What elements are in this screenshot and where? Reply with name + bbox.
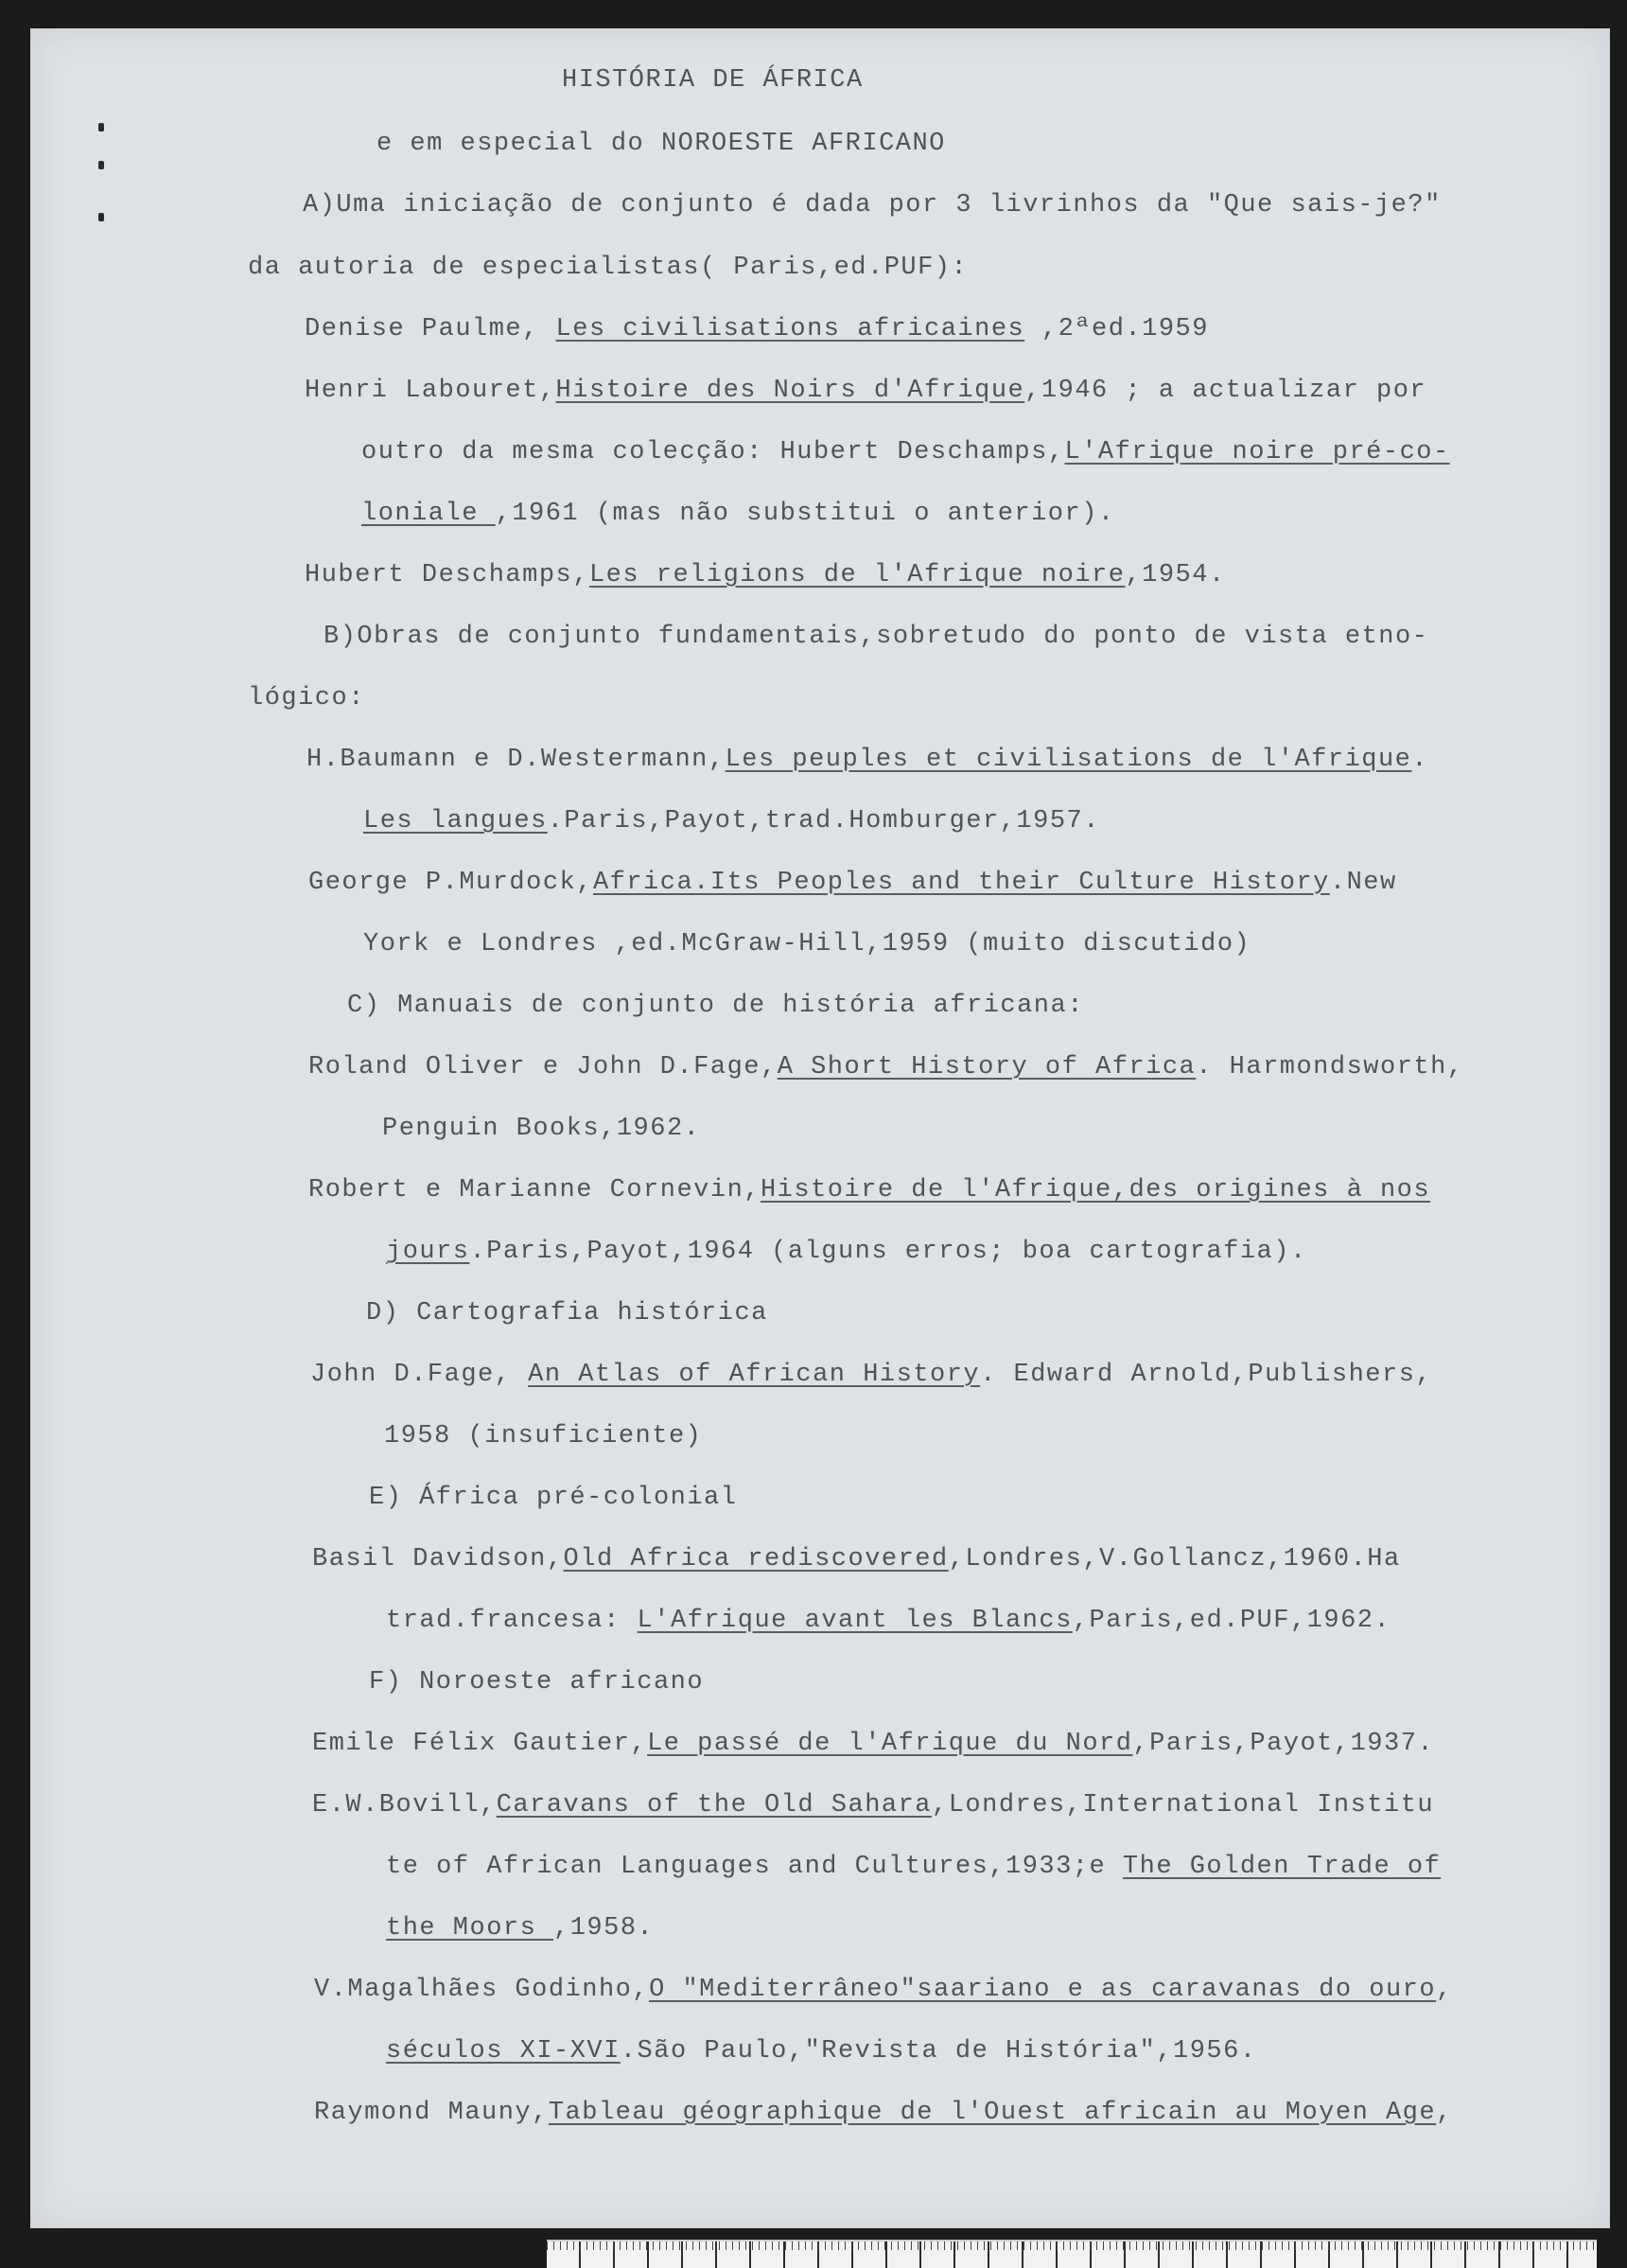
reference-bovill-line-3: the Moors ,1958. xyxy=(386,1914,655,1943)
section-c-heading: C) Manuais de conjunto de história africana: xyxy=(347,992,1084,1020)
punch-hole-mark xyxy=(98,213,104,221)
reference-davidson: Basil Davidson,Old Africa rediscovered,Londres,V.Gollancz,1960.Ha xyxy=(312,1545,1401,1574)
document-subtitle: e em especial do NOROESTE AFRICANO xyxy=(376,130,946,158)
reference-mauny: Raymond Mauny,Tableau géographique de l'Ouest africain au Moyen Age, xyxy=(314,2099,1453,2127)
document-page xyxy=(30,28,1610,2228)
reference-godinho-line-2: séculos XI-XVI.São Paulo,"Revista de História",1956. xyxy=(386,2037,1257,2066)
section-b-heading-line-2: lógico: xyxy=(248,684,365,712)
section-a-intro-line-2: da autoria de especialistas( Paris,ed.PUF): xyxy=(248,254,969,282)
reference-murdock: George P.Murdock,Africa.Its Peoples and their Culture History.New xyxy=(308,869,1397,897)
punch-hole-mark xyxy=(98,123,104,132)
reference-davidson-line-2: trad.francesa: L'Afrique avant les Blancs,Paris,ed.PUF,1962. xyxy=(386,1607,1391,1635)
section-b-heading-line-1: B)Obras de conjunto fundamentais,sobretudo do ponto de vista etno- xyxy=(324,623,1429,651)
section-d-heading: D) Cartografia histórica xyxy=(366,1299,768,1327)
reference-cornevin: Robert e Marianne Cornevin,Histoire de l'Afrique,des origines à nos xyxy=(308,1176,1431,1204)
reference-godinho: V.Magalhães Godinho,O "Mediterrâneo"saariano e as caravanas do ouro, xyxy=(314,1976,1453,2004)
punch-hole-mark xyxy=(98,161,104,169)
section-f-heading: F) Noroeste africano xyxy=(369,1668,705,1697)
reference-labouret-line-3: loniale ,1961 (mas não substitui o anterior). xyxy=(361,500,1115,528)
reference-cornevin-line-2: jours.Paris,Payot,1964 (alguns erros; boa cartografia). xyxy=(386,1238,1307,1266)
section-a-intro-line-1: A)Uma iniciação de conjunto é dada por 3 livrinhos da "Que sais-je?" xyxy=(303,191,1442,220)
reference-gautier: Emile Félix Gautier,Le passé de l'Afrique du Nord,Paris,Payot,1937. xyxy=(312,1730,1435,1758)
reference-labouret: Henri Labouret,Histoire des Noirs d'Afrique,1946 ; a actualizar por xyxy=(305,377,1427,405)
reference-oliver-fage: Roland Oliver e John D.Fage,A Short History of Africa. Harmondsworth, xyxy=(308,1053,1464,1081)
section-e-heading: E) África pré-colonial xyxy=(369,1484,738,1512)
reference-paulme: Denise Paulme, Les civilisations africaines ,2ªed.1959 xyxy=(305,315,1209,343)
reference-bovill: E.W.Bovill,Caravans of the Old Sahara,Londres,International Institu xyxy=(312,1791,1435,1820)
reference-labouret-line-2: outro da mesma colecção: Hubert Deschamps,L'Afrique noire pré-co- xyxy=(361,438,1450,466)
reference-oliver-fage-line-2: Penguin Books,1962. xyxy=(382,1115,701,1143)
reference-fage-atlas-line-2: 1958 (insuficiente) xyxy=(384,1422,703,1450)
reference-fage-atlas: John D.Fage, An Atlas of African History. Edward Arnold,Publishers, xyxy=(310,1361,1433,1389)
reference-baumann: H.Baumann e D.Westermann,Les peuples et civilisations de l'Afrique. xyxy=(306,746,1429,774)
scale-ruler xyxy=(547,2240,1597,2268)
document-title: HISTÓRIA DE ÁFRICA xyxy=(562,66,864,95)
reference-deschamps: Hubert Deschamps,Les religions de l'Afrique noire,1954. xyxy=(305,561,1226,589)
reference-murdock-line-2: York e Londres ,ed.McGraw-Hill,1959 (muito discutido) xyxy=(363,930,1251,958)
reference-baumann-line-2: Les langues.Paris,Payot,trad.Homburger,1957. xyxy=(363,807,1100,835)
reference-bovill-line-2: te of African Languages and Cultures,1933;e The Golden Trade of xyxy=(386,1853,1442,1881)
